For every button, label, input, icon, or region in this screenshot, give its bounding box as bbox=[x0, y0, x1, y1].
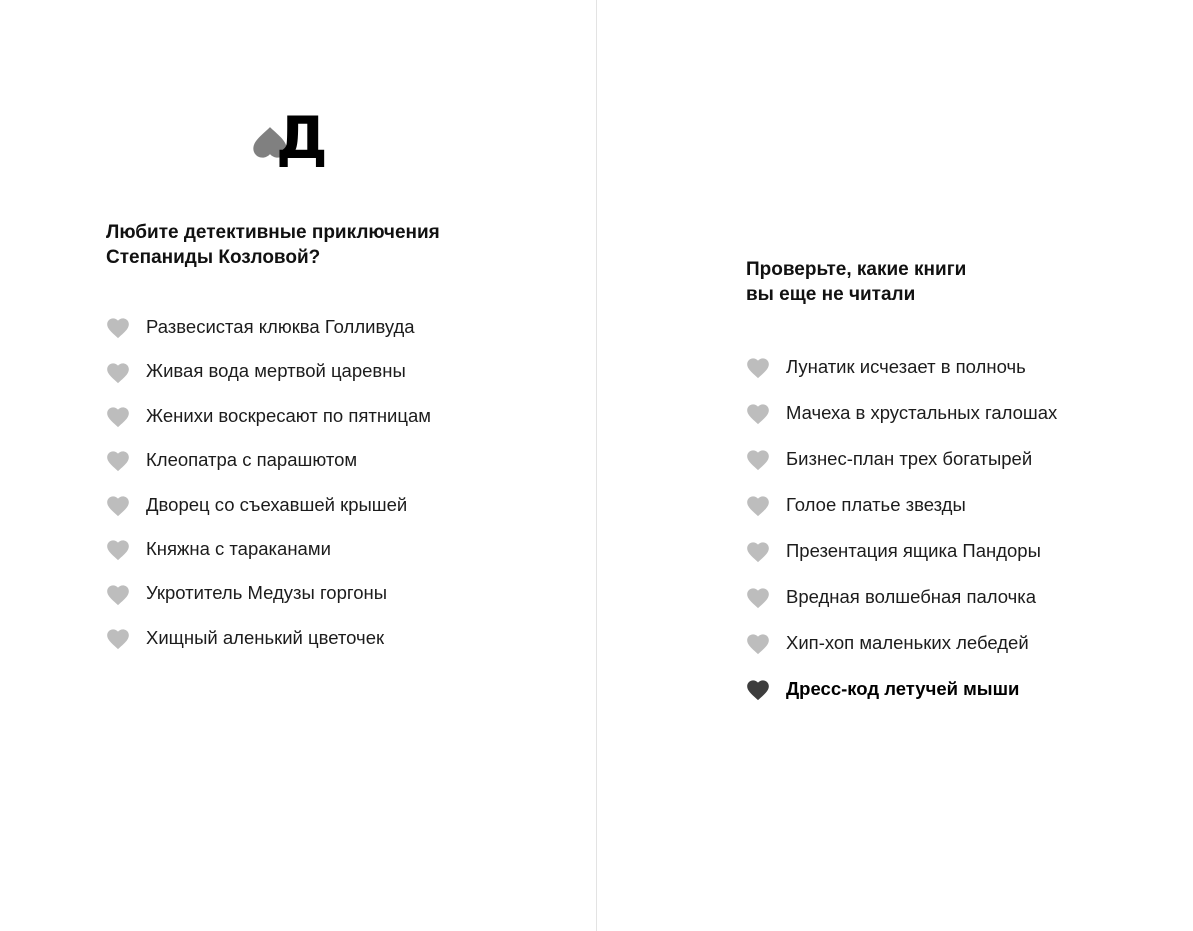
book-title: Голое платье звезды bbox=[786, 493, 966, 515]
list-item bbox=[105, 349, 431, 393]
series-book-list bbox=[105, 305, 431, 660]
heart-icon bbox=[105, 626, 131, 650]
list-item bbox=[745, 574, 1057, 620]
page-spine bbox=[596, 0, 597, 931]
heading-line: Степаниды Козловой? bbox=[106, 247, 321, 268]
list-item bbox=[745, 390, 1057, 436]
book-title-current: Дресс-код летучей мыши bbox=[786, 677, 1020, 699]
book-title: Хищный аленький цветочек bbox=[146, 626, 385, 648]
heart-icon bbox=[745, 355, 771, 379]
list-item bbox=[105, 483, 431, 527]
other-books-list bbox=[745, 344, 1057, 712]
heart-icon bbox=[105, 360, 131, 384]
book-title: Лунатик исчезает в полночь bbox=[786, 355, 1026, 377]
heading-line: вы еще не читали bbox=[746, 284, 916, 305]
heading-line: Любите детективные приключения bbox=[106, 222, 440, 243]
left-page-heading bbox=[106, 220, 440, 270]
logo-letter: Д bbox=[276, 104, 328, 172]
heading-line: Проверьте, какие книги bbox=[746, 259, 967, 280]
book-title: Женихи воскресают по пятницам bbox=[146, 404, 431, 426]
book-title: Княжна с тараканами bbox=[146, 537, 331, 559]
heart-icon bbox=[745, 539, 771, 563]
list-item bbox=[745, 344, 1057, 390]
list-item bbox=[105, 394, 431, 438]
list-item bbox=[745, 528, 1057, 574]
list-item bbox=[105, 438, 431, 482]
heart-icon bbox=[745, 493, 771, 517]
heart-icon bbox=[745, 677, 771, 701]
right-page-heading bbox=[746, 257, 966, 307]
heart-icon bbox=[105, 315, 131, 339]
list-item bbox=[745, 482, 1057, 528]
list-item bbox=[745, 436, 1057, 482]
heart-icon bbox=[745, 631, 771, 655]
heart-icon bbox=[745, 585, 771, 609]
list-item bbox=[105, 527, 431, 571]
heart-icon bbox=[745, 401, 771, 425]
publisher-logo bbox=[250, 104, 328, 181]
list-item bbox=[105, 305, 431, 349]
book-title: Бизнес-план трех богатырей bbox=[786, 447, 1033, 469]
heart-icon bbox=[105, 537, 131, 561]
list-item bbox=[105, 571, 431, 615]
book-title: Мачеха в хрустальных галошах bbox=[786, 401, 1058, 423]
heart-icon bbox=[105, 493, 131, 517]
book-title: Вредная волшебная палочка bbox=[786, 585, 1037, 607]
heart-icon bbox=[105, 448, 131, 472]
book-title: Дворец со съехавшей крышей bbox=[146, 493, 408, 515]
list-item bbox=[105, 616, 431, 660]
heart-icon bbox=[105, 404, 131, 428]
book-title: Укротитель Медузы горгоны bbox=[146, 582, 388, 604]
list-item-current bbox=[745, 666, 1057, 712]
book-title: Презентация ящика Пандоры bbox=[786, 539, 1041, 561]
book-title: Хип-хоп маленьких лебедей bbox=[786, 631, 1029, 653]
book-title: Клеопатра с парашютом bbox=[146, 449, 358, 471]
list-item bbox=[745, 620, 1057, 666]
book-title: Развесистая клюква Голливуда bbox=[146, 315, 415, 337]
heart-icon bbox=[745, 447, 771, 471]
book-title: Живая вода мертвой царевны bbox=[146, 360, 406, 382]
heart-icon bbox=[105, 582, 131, 606]
